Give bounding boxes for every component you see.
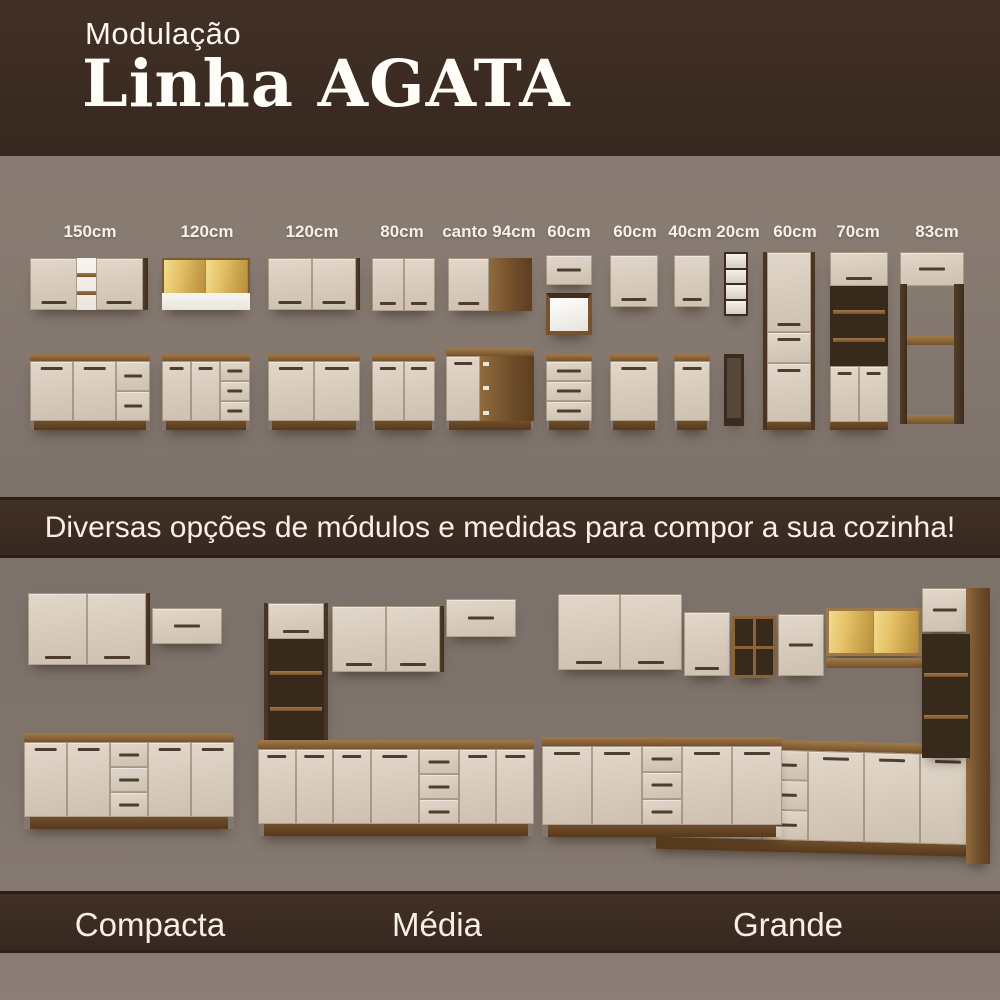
plinth <box>767 422 811 430</box>
grande-glass-cabinet <box>826 608 922 656</box>
drawer-front <box>546 401 592 421</box>
cabinet-door <box>610 361 658 421</box>
cabinet-door <box>296 749 334 824</box>
size-label-canto94: canto 94cm <box>442 222 536 241</box>
module-120cm-wall-cabinet <box>268 258 360 310</box>
rack-slot <box>726 254 746 268</box>
cabinet-door <box>162 361 191 421</box>
media-tower <box>264 603 328 743</box>
cabinet-door <box>191 361 220 421</box>
open-appliance-niche <box>268 639 324 743</box>
glass-door <box>206 260 248 293</box>
cabinet-door <box>830 252 888 286</box>
size-label-83cm: 83cm <box>915 222 959 241</box>
rack-slot <box>726 285 746 299</box>
rack-slot <box>726 270 746 284</box>
module-80cm-wall-cabinet <box>372 258 435 311</box>
size-label-150cm: 150cm <box>63 222 117 241</box>
cabinet-door <box>830 366 859 422</box>
side-panel <box>356 258 360 310</box>
size-label-60cm-b: 60cm <box>613 222 657 241</box>
size-label-120cm-b: 120cm <box>285 222 339 241</box>
shelf <box>907 415 954 424</box>
label-grande: Grande <box>732 906 844 943</box>
drawer-front <box>220 361 250 381</box>
cabinet-door <box>372 258 404 311</box>
compacta-wall-cabinet <box>28 593 150 665</box>
open-shelf <box>77 258 95 310</box>
cabinet-door <box>333 749 371 824</box>
plinth <box>613 421 655 430</box>
shelf <box>270 707 322 711</box>
module-150cm-wall-cabinet <box>30 258 148 310</box>
drawer-front <box>642 772 682 798</box>
drawer-front <box>110 742 148 767</box>
grande-wall-cabinet-low <box>684 612 730 676</box>
countertop <box>258 740 534 749</box>
side-panel <box>440 606 444 672</box>
glass-door <box>164 260 206 293</box>
plinth <box>30 817 228 829</box>
open-shelf <box>162 293 250 310</box>
module-canto94-wall-cabinet <box>448 258 532 311</box>
drawer-front <box>419 774 459 799</box>
corner-wood-panel <box>489 258 532 311</box>
cabinet-door <box>148 742 191 817</box>
grande-tower-top-cabinet <box>922 588 968 632</box>
cabinet-door <box>404 258 436 311</box>
module-40cm-base-cabinet <box>674 354 710 430</box>
media-base-counter <box>258 740 534 836</box>
cabinet-door <box>674 255 710 307</box>
cabinet-door <box>191 742 234 817</box>
cabinet-door <box>496 749 534 824</box>
plinth <box>677 421 707 430</box>
cabinet-door <box>620 594 682 670</box>
size-label-60cm-a: 60cm <box>547 222 591 241</box>
size-label-80cm: 80cm <box>380 222 424 241</box>
shelf <box>907 336 954 345</box>
media-wall-cabinet-small <box>446 599 516 637</box>
module-40cm-wall-cabinet <box>674 255 710 307</box>
drawer-front <box>642 746 682 772</box>
cabinet-door <box>386 606 440 672</box>
cabinet-door <box>24 742 67 817</box>
side-panel <box>146 593 150 665</box>
cabinet-door <box>404 361 436 421</box>
module-20cm-bottle-rack <box>724 252 748 316</box>
size-label-40cm: 40cm <box>668 222 712 241</box>
kitchen-label-band <box>0 891 1000 953</box>
corner-wood-panel <box>480 356 534 421</box>
cabinet-door <box>767 332 811 363</box>
cabinet-door <box>767 363 811 422</box>
cabinet-door <box>314 361 360 421</box>
page-title: Linha AGATA <box>82 46 571 122</box>
countertop <box>268 354 360 361</box>
cabinet-door <box>610 255 658 307</box>
message-banner <box>0 497 1000 558</box>
size-label-20cm: 20cm <box>716 222 760 241</box>
countertop <box>24 733 234 742</box>
cabinet-door <box>332 606 386 672</box>
drawer-front <box>419 749 459 774</box>
drawer-front <box>642 799 682 825</box>
grande-base-counter-left <box>542 737 782 837</box>
drawer-front <box>546 381 592 401</box>
plinth <box>449 421 531 430</box>
grande-wall-cabinet-single <box>778 614 824 676</box>
glass-door <box>874 611 919 653</box>
module-120cm-base-cabinet <box>162 354 250 430</box>
cabinet-door <box>922 588 968 632</box>
module-150cm-base-cabinet <box>30 354 150 430</box>
side-panel <box>900 284 907 424</box>
grande-wall-cabinet <box>558 594 682 670</box>
module-canto94-base-cabinet <box>446 348 534 430</box>
cabinet-door <box>312 258 356 310</box>
drawer-front <box>220 381 250 401</box>
grande-corner-shelf-unit <box>732 616 776 678</box>
cabinet-door <box>152 608 222 644</box>
cabinet-door <box>268 361 314 421</box>
drawer-front <box>110 792 148 817</box>
cabinet-door <box>87 593 146 665</box>
cabinet-door <box>674 361 710 421</box>
module-20cm-open-base <box>724 354 744 426</box>
side-panel <box>954 284 964 424</box>
cabinet-door <box>459 749 497 824</box>
module-60cm-tall-pantry <box>763 252 815 430</box>
module-60cm-wall-cabinet <box>610 255 658 307</box>
cabinet-door <box>73 361 116 421</box>
countertop <box>30 354 150 361</box>
plinth <box>548 825 776 837</box>
countertop <box>674 354 710 361</box>
open-appliance-niche <box>830 286 888 366</box>
shelf <box>77 291 95 295</box>
size-label-70cm: 70cm <box>836 222 880 241</box>
cabinet-door <box>258 749 296 824</box>
cabinet-door <box>558 594 620 670</box>
shelf <box>833 338 885 342</box>
countertop <box>372 354 435 361</box>
shelf <box>924 715 968 719</box>
plinth <box>34 421 146 430</box>
module-120cm-glass-wall-cabinet <box>162 258 250 310</box>
hinge <box>483 362 489 366</box>
drawer-front <box>419 799 459 824</box>
module-60cm-drawer-base <box>546 354 592 430</box>
cabinet-door <box>30 361 73 421</box>
countertop <box>446 348 534 356</box>
cabinet-door <box>900 252 964 286</box>
module-60cm-base-cabinet <box>610 354 658 430</box>
open-shelf <box>735 649 753 676</box>
side-panel <box>143 258 148 310</box>
countertop <box>610 354 658 361</box>
plinth <box>549 421 589 430</box>
countertop <box>162 354 250 361</box>
shelf <box>924 673 968 677</box>
grande-tower-open-shelves <box>922 634 970 758</box>
cabinet-door <box>546 255 592 285</box>
media-wall-cabinet <box>332 606 444 672</box>
cabinet-door <box>372 361 404 421</box>
drawer-front <box>116 391 150 421</box>
countertop <box>546 354 592 361</box>
open-shelf <box>756 649 774 676</box>
drawer-front <box>546 361 592 381</box>
cabinet-door <box>268 603 324 639</box>
plinth <box>375 421 432 430</box>
size-label-60cm-c: 60cm <box>773 222 817 241</box>
compacta-base-counter <box>24 733 234 829</box>
header-banner <box>0 0 1000 156</box>
glass-door <box>829 611 874 653</box>
cabinet-door <box>268 258 312 310</box>
cabinet-door <box>446 599 516 637</box>
microwave-niche <box>546 293 592 335</box>
shelf <box>77 273 95 277</box>
cabinet-door <box>682 746 732 825</box>
cabinet-door <box>684 612 730 676</box>
module-70cm-oven-tower <box>830 252 888 430</box>
cabinet-door <box>542 746 592 825</box>
plinth <box>272 421 356 430</box>
module-80cm-base-cabinet <box>372 354 435 430</box>
cabinet-door <box>808 751 864 842</box>
plinth <box>264 824 528 836</box>
cabinet-door <box>778 614 824 676</box>
module-83cm-fridge-frame <box>900 252 964 424</box>
compacta-wall-cabinet-small <box>152 608 222 644</box>
cabinet-door <box>96 258 143 310</box>
cabinet-door <box>28 593 87 665</box>
module-60cm-top-cabinet <box>546 255 592 285</box>
cabinet-door <box>767 252 811 332</box>
open-shelf <box>735 619 753 646</box>
cabinet-door <box>592 746 642 825</box>
cabinet-door <box>30 258 77 310</box>
hinge <box>483 411 489 415</box>
plinth <box>166 421 246 430</box>
cabinet-door <box>732 746 782 825</box>
countertop <box>542 737 782 746</box>
module-120cm-base-cabinet-doors <box>268 354 360 430</box>
shelf <box>826 658 922 668</box>
drawer-front <box>110 767 148 792</box>
cabinet-door <box>446 356 480 421</box>
open-shelf <box>756 619 774 646</box>
cabinet-door <box>371 749 419 824</box>
cabinet-door <box>448 258 489 311</box>
cabinet-door <box>859 366 888 422</box>
hinge <box>483 386 489 390</box>
size-label-120cm-a: 120cm <box>180 222 234 241</box>
cabinet-door <box>67 742 110 817</box>
label-compacta: Compacta <box>74 906 226 943</box>
header-kicker: Modulação <box>85 16 242 51</box>
rack-slot <box>726 301 746 315</box>
shelf <box>270 671 322 675</box>
cabinet-door <box>864 752 920 843</box>
drawer-front <box>220 401 250 421</box>
shelf <box>833 310 885 314</box>
open-shelf <box>727 358 741 418</box>
plinth <box>830 422 888 430</box>
label-media: Média <box>392 906 482 943</box>
drawer-front <box>116 361 150 391</box>
banner-text: Diversas opções de módulos e medidas para compor a sua cozinha! <box>44 510 956 544</box>
